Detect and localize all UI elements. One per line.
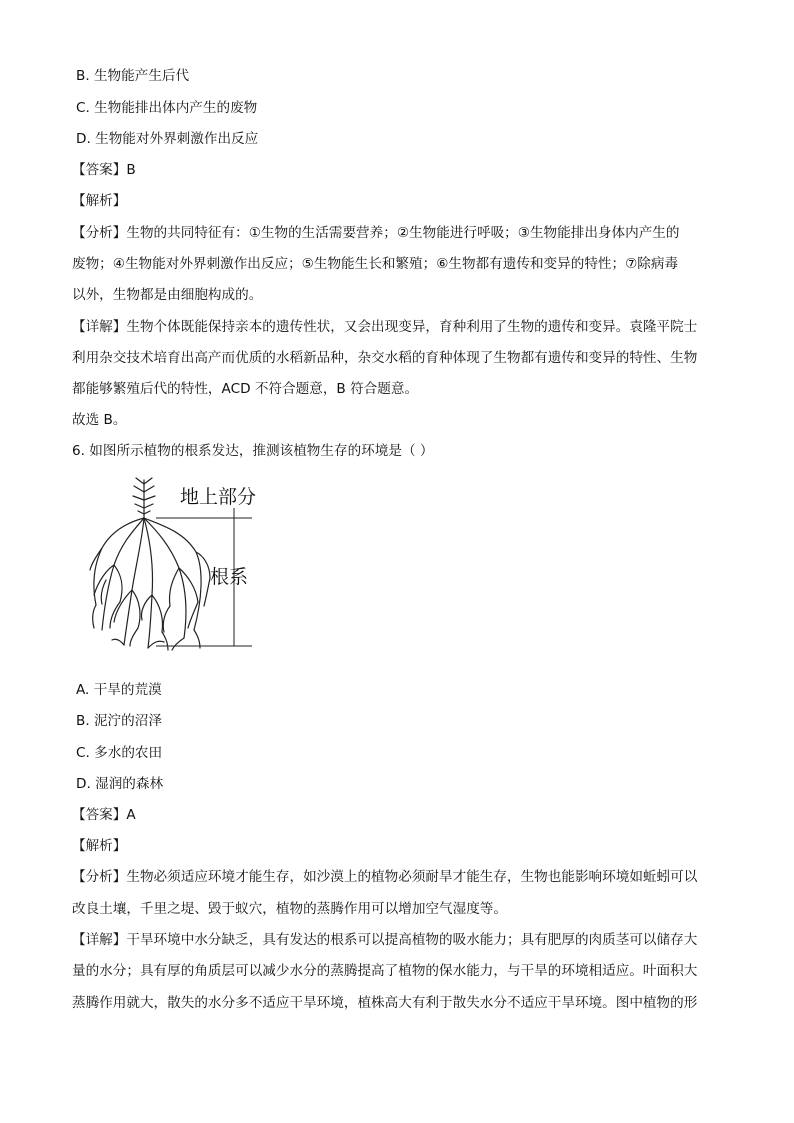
option-d: D. 湿润的森林 <box>76 776 164 792</box>
label-roots: 根系 <box>210 566 249 588</box>
option-c: C. 生物能排出体内产生的废物 <box>76 100 258 116</box>
analysis-line: 【分析】生物的共同特征有：①生物的生活需要营养；②生物能进行呼吸；③生物能排出身体内产生的 <box>72 225 680 241</box>
detail-line: 【详解】生物个体既能保持亲本的遗传性状，又会出现变异，育种利用了生物的遗传和变异。袁隆平院士 <box>72 319 698 335</box>
answer-label: 【答案】A <box>72 807 136 823</box>
analysis-line: 废物；④生物能对外界刺激作出反应；⑤生物能生长和繁殖；⑥生物都有遗传和变异的特性；⑦除病毒 <box>72 256 679 272</box>
option-b: B. 生物能产生后代 <box>76 68 190 84</box>
detail-line: 【详解】干旱环境中水分缺乏，具有发达的根系可以提高植物的吸水能力；具有肥厚的肉质茎可以储存大 <box>72 932 698 948</box>
analysis-line: 【分析】生物必须适应环境才能生存，如沙漠上的植物必须耐旱才能生存，生物也能影响环境如蚯蚓可以 <box>72 869 698 885</box>
option-c: C. 多水的农田 <box>76 745 163 761</box>
detail-line: 蒸腾作用就大，散失的水分多不适应干旱环境，植株高大有利于散失水分不适应干旱环境。图中植物的形 <box>72 995 698 1011</box>
detail-line: 利用杂交技术培育出高产而优质的水稻新品种，杂交水稻的育种体现了生物都有遗传和变异的特性、生物 <box>72 350 698 366</box>
option-a: A. 干旱的荒漠 <box>76 682 162 698</box>
option-d: D. 生物能对外界刺激作出反应 <box>76 131 259 147</box>
analysis-heading: 【解析】 <box>72 193 127 209</box>
analysis-heading: 【解析】 <box>72 838 127 854</box>
detail-line: 都能够繁殖后代的特性，ACD 不符合题意，B 符合题意。 <box>72 381 419 397</box>
option-b: B. 泥泞的沼泽 <box>76 713 162 729</box>
label-above-ground: 地上部分 <box>180 486 257 508</box>
analysis-line: 改良土壤，千里之堤、毁于蚁穴，植物的蒸腾作用可以增加空气湿度等。 <box>72 901 507 917</box>
question-stem: 6. 如图所示植物的根系发达，推测该植物生存的环境是（ ） <box>72 443 434 459</box>
analysis-line: 以外，生物都是由细胞构成的。 <box>72 287 263 303</box>
detail-line: 量的水分；具有厚的角质层可以减少水分的蒸腾提高了植物的保水能力，与干旱的环境相适应。叶面积大 <box>72 963 698 979</box>
root-system-figure <box>84 470 274 655</box>
conclusion: 故选 B。 <box>72 412 127 428</box>
answer-label: 【答案】B <box>72 162 136 178</box>
